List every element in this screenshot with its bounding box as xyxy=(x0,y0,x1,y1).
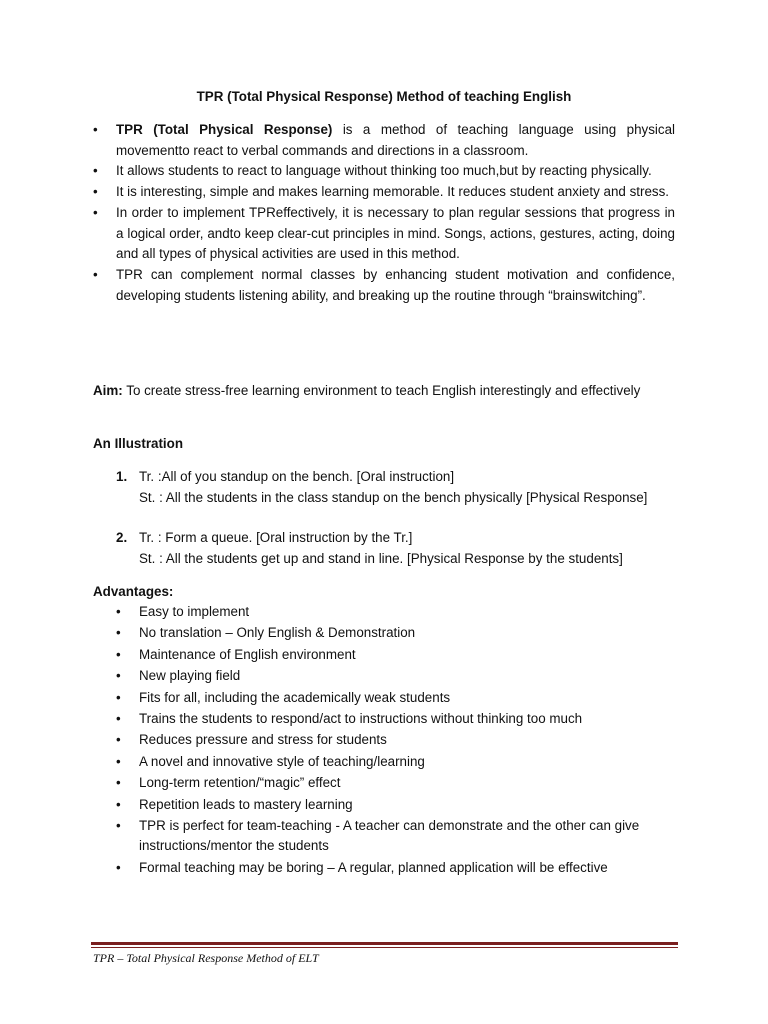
advantages-list xyxy=(116,602,686,879)
intro-bullet-5-text: TPR can complement normal classes by enhancing student motivation and confidence, developing students listening ability, and breaking up the routine through “brainswitching”. xyxy=(116,266,675,303)
student-response: St. : All the students get up and stand in line. [Physical Response by the students] xyxy=(139,550,623,566)
intro-bullet-3-text: It is interesting, simple and makes learning memorable. It reduces student anxiety and stress. xyxy=(116,184,670,200)
bullet-icon: • xyxy=(116,710,121,726)
advantage-text: Formal teaching may be boring – A regular, planned application will be effective xyxy=(139,859,608,875)
advantage-item xyxy=(116,688,686,709)
intro-bullet-5 xyxy=(93,265,675,306)
illustration-number: 2. xyxy=(116,530,128,545)
bullet-icon: • xyxy=(93,163,98,179)
bullet-icon: • xyxy=(116,817,121,833)
intro-bullet-1-bold: TPR (Total Physical Response) xyxy=(116,122,333,137)
advantage-text: No translation – Only English & Demonstration xyxy=(139,625,416,641)
advantage-item xyxy=(116,816,686,857)
intro-bullet-2-text: It allows students to react to language without thinking too much,but by reacting physically. xyxy=(116,163,652,179)
advantage-text: A novel and innovative style of teaching/learning xyxy=(139,753,425,769)
bullet-icon: • xyxy=(116,796,121,812)
advantage-text: Long-term retention/“magic” effect xyxy=(139,775,341,791)
bullet-icon: • xyxy=(93,204,98,220)
bullet-icon: • xyxy=(116,689,121,705)
teacher-instruction: Tr. :All of you standup on the bench. [Oral instruction] xyxy=(139,469,455,484)
page-footer: TPR – Total Physical Response Method of ELT xyxy=(93,951,319,965)
intro-bullet-1-text: is a method of teaching language using physical movementto react to verbal commands and directions in a classroom. xyxy=(116,122,675,158)
intro-bullet-4 xyxy=(93,203,675,265)
advantage-item xyxy=(116,858,686,879)
advantage-text: Fits for all, including the academically weak students xyxy=(139,689,451,705)
intro-bullet-1 xyxy=(93,120,675,161)
advantage-item xyxy=(116,623,686,644)
advantage-text: Easy to implement xyxy=(139,604,250,619)
student-response: St. : All the students in the class standup on the bench physically [Physical Response] xyxy=(139,489,648,505)
intro-bullet-2 xyxy=(93,161,675,182)
advantage-item xyxy=(116,773,686,794)
advantage-text: Maintenance of English environment xyxy=(139,646,356,662)
bullet-icon: • xyxy=(93,122,98,137)
aim-paragraph xyxy=(93,381,675,402)
illustration-number: 1. xyxy=(116,469,128,484)
aim-label: Aim: xyxy=(93,383,123,398)
intro-bullet-3 xyxy=(93,182,675,203)
illustration-item xyxy=(116,467,686,508)
footer-rule-thick xyxy=(91,942,678,945)
page-title: TPR (Total Physical Response) Method of teaching English xyxy=(196,89,572,104)
advantage-text: Repetition leads to mastery learning xyxy=(139,796,353,812)
illustration-item xyxy=(116,528,686,569)
advantage-item xyxy=(116,752,686,773)
bullet-icon: • xyxy=(116,775,121,791)
advantage-item xyxy=(116,709,686,730)
bullet-icon: • xyxy=(93,184,98,200)
bullet-icon: • xyxy=(116,732,121,748)
intro-bullet-list xyxy=(93,120,675,306)
advantage-item xyxy=(116,645,686,666)
bullet-icon: • xyxy=(93,266,98,282)
teacher-instruction: Tr. : Form a queue. [Oral instruction by the Tr.] xyxy=(139,530,413,545)
advantage-text: New playing field xyxy=(139,668,241,684)
bullet-icon: • xyxy=(116,604,121,619)
advantages-heading: Advantages: xyxy=(93,584,174,599)
aim-text: To create stress-free learning environment to teach English interestingly and effectively xyxy=(122,383,641,398)
advantage-text: Trains the students to respond/act to instructions without thinking too much xyxy=(139,710,583,726)
advantage-text: Reduces pressure and stress for students xyxy=(139,732,387,748)
intro-bullet-4-text: In order to implement TPReffectively, it is necessary to plan regular sessions that progress in a logical order, andto keep clear-cut principles in mind. Songs, actions, gestures, acting, doing and all types of physical activities are used in this method. xyxy=(116,204,675,262)
bullet-icon: • xyxy=(116,859,121,875)
bullet-icon: • xyxy=(116,646,121,662)
advantage-text: TPR is perfect for team-teaching - A teacher can demonstrate and the other can give instructions/mentor the students xyxy=(139,817,640,854)
footer-rule-thin xyxy=(91,947,678,948)
advantage-item xyxy=(116,602,686,623)
advantage-item xyxy=(116,666,686,687)
bullet-icon: • xyxy=(116,753,121,769)
bullet-icon: • xyxy=(116,668,121,684)
advantage-item xyxy=(116,730,686,751)
bullet-icon: • xyxy=(116,625,121,641)
illustration-heading: An Illustration xyxy=(93,436,184,451)
advantage-item xyxy=(116,795,686,816)
